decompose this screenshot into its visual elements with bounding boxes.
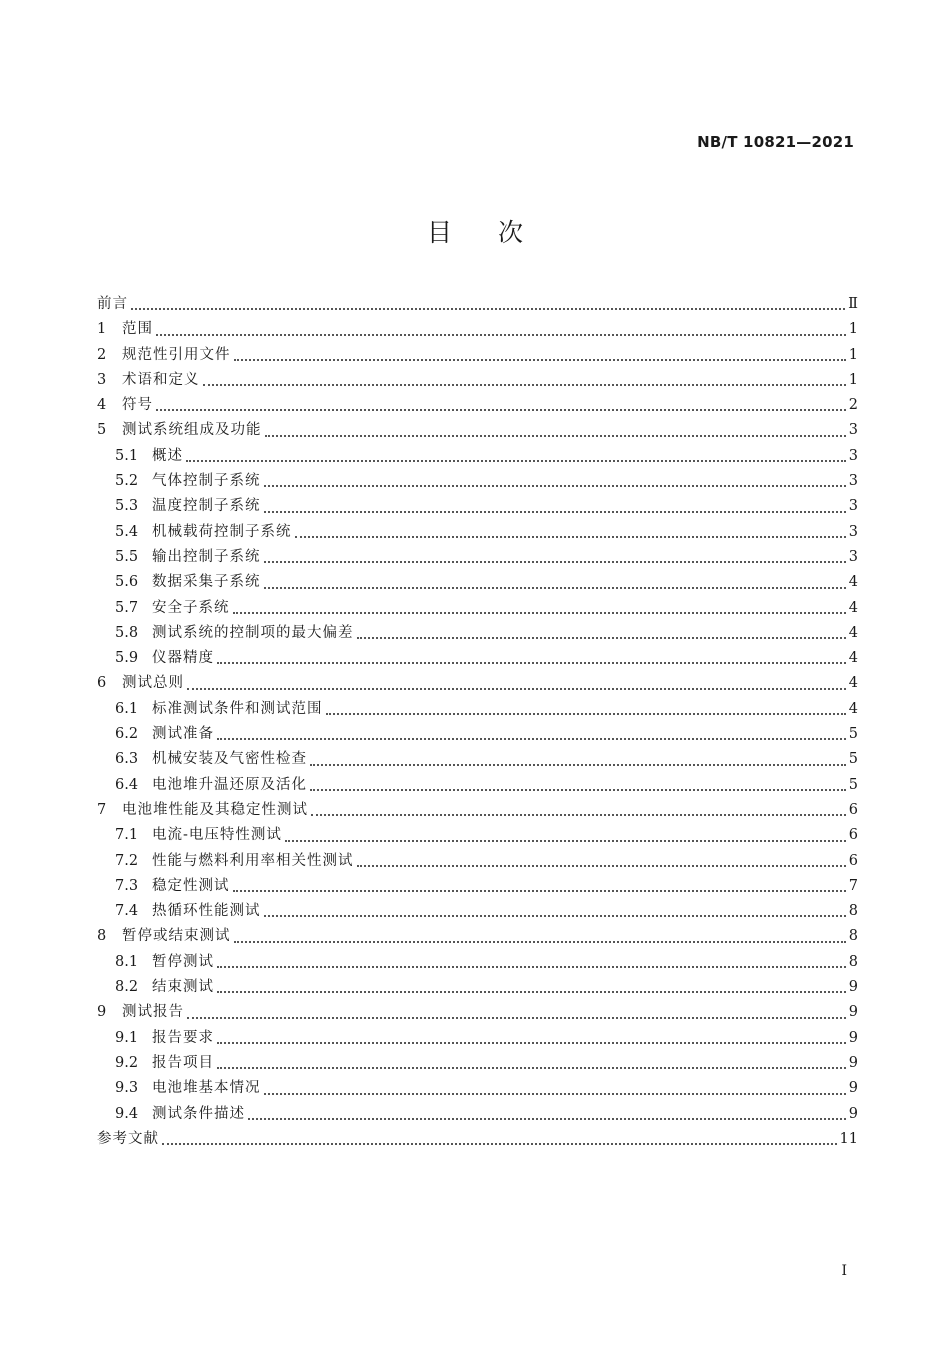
dot-leader [187,1017,846,1019]
toc-entry-number: 6.3 [115,751,139,768]
toc-entry-label: 暂停测试 [152,953,214,970]
toc-entry[interactable] [97,621,858,646]
toc-entry[interactable] [97,292,858,317]
dot-leader [203,384,846,386]
dot-leader [234,941,846,943]
toc-entry-number: 6.4 [115,776,139,793]
dot-leader [264,915,846,917]
dot-leader [326,713,846,715]
toc-entry-page: 1 [848,346,858,363]
toc-entry-page: 3 [848,523,858,540]
dot-leader [217,1042,846,1044]
toc-entry-page: 1 [848,321,858,338]
toc-entry-page: 7 [848,877,858,894]
toc-entry-number: 2 [97,346,107,363]
toc-entry[interactable] [97,697,858,722]
toc-entry[interactable] [97,596,858,621]
toc-entry-label: 性能与燃料利用率相关性测试 [152,852,354,869]
toc-entry-number: 6.1 [115,700,139,717]
toc-entry-number: 5.4 [115,523,139,540]
toc-entry-page: 3 [848,447,858,464]
toc-entry[interactable] [97,899,858,924]
toc-entry[interactable] [97,368,858,393]
toc-entry-number: 4 [97,397,107,414]
toc-entry-label: 符号 [122,397,153,414]
toc-entry[interactable] [97,444,858,469]
toc-entry-label: 范围 [122,321,153,338]
dot-leader [217,738,846,740]
toc-entry[interactable] [97,317,858,342]
toc-entry-label: 测试系统的控制项的最大偏差 [152,624,354,641]
dot-leader [357,865,846,867]
toc-entry-number: 5.7 [115,599,139,616]
toc-entry[interactable] [97,469,858,494]
toc-entry-number: 5.2 [115,473,139,490]
dot-leader [233,890,846,892]
toc-entry-number: 9.2 [115,1054,139,1071]
toc-entry[interactable] [97,722,858,747]
toc-entry-page: 6 [848,827,858,844]
toc-entry-label: 报告项目 [152,1054,214,1071]
toc-entry-number: 8.1 [115,953,139,970]
toc-entry-page: 6 [848,852,858,869]
toc-entry[interactable] [97,924,858,949]
toc-entry-number: 3 [97,371,107,388]
toc-entry-label: 电池堆升温还原及活化 [152,776,307,793]
dot-leader [233,612,846,614]
toc-entry-page: 9 [848,1054,858,1071]
toc-entry-label: 术语和定义 [122,371,200,388]
toc-entry-label: 安全子系统 [152,599,230,616]
toc-entry-page: 5 [848,751,858,768]
toc-entry[interactable] [97,747,858,772]
toc-entry[interactable] [97,1026,858,1051]
toc-entry[interactable] [97,343,858,368]
toc-entry-label: 前言 [97,296,128,312]
toc-entry-number: 9.3 [115,1080,139,1097]
toc-entry-label: 电池堆性能及其稳定性测试 [122,801,308,818]
toc-entry-number: 5.1 [115,447,139,464]
dot-leader [186,460,846,462]
toc-entry-label: 气体控制子系统 [152,473,261,490]
dot-leader [264,587,846,589]
toc-entry-page: 3 [848,422,858,439]
toc-entry-label: 报告要求 [152,1029,214,1046]
toc-entry-label: 温度控制子系统 [152,498,261,515]
toc-entry-page: Ⅱ [848,296,858,312]
toc-entry-page: 8 [848,953,858,970]
toc-entry-number: 9.4 [115,1105,139,1122]
toc-entry[interactable] [97,1127,858,1152]
dot-leader [234,359,846,361]
toc-entry-page: 9 [848,979,858,996]
toc-entry[interactable] [97,975,858,1000]
toc-entry-label: 参考文献 [97,1130,159,1147]
dot-leader [265,435,846,437]
toc-entry-number: 5 [97,422,107,439]
dot-leader [131,308,845,310]
dot-leader [264,561,846,563]
toc-entry-number: 7 [97,801,107,818]
dot-leader [285,840,846,842]
toc-entry-label: 标准测试条件和测试范围 [152,700,323,717]
toc-entry-label: 输出控制子系统 [152,548,261,565]
dot-leader [217,662,846,664]
toc-entry-number: 9.1 [115,1029,139,1046]
toc-entry-page: 2 [848,397,858,414]
toc-entry[interactable] [97,1000,858,1025]
toc-entry-page: 5 [848,726,858,743]
dot-leader [156,334,846,336]
toc-entry-number: 5.8 [115,624,139,641]
toc-entry-number: 5.3 [115,498,139,515]
toc-entry[interactable] [97,646,858,671]
toc-entry-label: 电池堆基本情况 [152,1080,261,1097]
toc-entry-label: 规范性引用文件 [122,346,231,363]
toc-entry-label: 热循环性能测试 [152,903,261,920]
toc-entry[interactable] [97,773,858,798]
dot-leader [357,637,846,639]
toc-entry[interactable] [97,671,858,696]
toc-entry[interactable] [97,874,858,899]
dot-leader [187,688,846,690]
toc-entry[interactable] [97,1102,858,1127]
toc-entry-label: 概述 [152,447,183,464]
toc-entry-number: 8.2 [115,979,139,996]
toc-entry-number: 8 [97,928,107,945]
toc-entry-page: 8 [848,928,858,945]
toc-entry-number: 5.9 [115,650,139,667]
table-of-contents [97,292,858,1152]
toc-entry-number: 9 [97,1004,107,1021]
toc-entry-page: 4 [848,574,858,591]
toc-entry[interactable] [97,950,858,975]
toc-entry[interactable] [97,1076,858,1101]
toc-entry[interactable] [97,798,858,823]
toc-entry-page: 4 [848,675,858,692]
toc-entry-label: 机械载荷控制子系统 [152,523,292,540]
toc-entry-label: 结束测试 [152,979,214,996]
dot-leader [264,511,846,513]
toc-entry[interactable] [97,418,858,443]
toc-entry-label: 测试系统组成及功能 [122,422,262,439]
toc-entry[interactable] [97,545,858,570]
toc-entry[interactable] [97,823,858,848]
toc-entry-page: 9 [848,1004,858,1021]
toc-entry-label: 暂停或结束测试 [122,928,231,945]
toc-entry-page: 4 [848,650,858,667]
dot-leader [156,409,846,411]
toc-entry-page: 5 [848,776,858,793]
toc-entry-page: 3 [848,498,858,515]
toc-entry[interactable] [97,494,858,519]
toc-entry-number: 7.3 [115,877,139,894]
toc-entry-label: 测试报告 [122,1004,184,1021]
toc-entry-number: 7.1 [115,827,139,844]
toc-entry-label: 测试条件描述 [152,1105,245,1122]
toc-entry-number: 6 [97,675,107,692]
toc-entry-label: 电流-电压特性测试 [152,827,282,844]
toc-entry-label: 测试准备 [152,726,214,743]
toc-entry-number: 6.2 [115,726,139,743]
dot-leader [162,1143,837,1145]
dot-leader [310,789,846,791]
toc-entry-label: 稳定性测试 [152,877,230,894]
dot-leader [217,991,846,993]
toc-entry-page: 9 [848,1105,858,1122]
toc-entry-number: 5.5 [115,548,139,565]
dot-leader [248,1118,846,1120]
toc-entry-page: 9 [848,1029,858,1046]
toc-entry-number: 1 [97,321,107,338]
dot-leader [217,1067,846,1069]
toc-entry-label: 仪器精度 [152,650,214,667]
page-title: 目次 [426,218,569,247]
toc-entry-page: 4 [848,624,858,641]
toc-entry[interactable] [97,849,858,874]
toc-entry-page: 11 [839,1130,858,1147]
toc-entry-label: 测试总则 [122,675,184,692]
dot-leader [311,814,846,816]
page-number: I [841,1263,847,1279]
toc-entry-page: 4 [848,599,858,616]
dot-leader [264,1093,846,1095]
dot-leader [295,536,846,538]
toc-entry-number: 5.6 [115,574,139,591]
toc-entry-page: 9 [848,1080,858,1097]
toc-entry[interactable] [97,520,858,545]
toc-entry[interactable] [97,570,858,595]
toc-entry[interactable] [97,1051,858,1076]
toc-entry-label: 机械安装及气密性检查 [152,751,307,768]
toc-entry-page: 6 [848,801,858,818]
standard-code: NB/T 10821—2021 [697,133,854,151]
dot-leader [217,966,846,968]
toc-entry-page: 1 [848,371,858,388]
toc-entry-page: 4 [848,700,858,717]
toc-entry[interactable] [97,393,858,418]
toc-entry-page: 3 [848,548,858,565]
toc-entry-label: 数据采集子系统 [152,574,261,591]
dot-leader [264,485,846,487]
toc-entry-number: 7.2 [115,852,139,869]
toc-entry-page: 3 [848,473,858,490]
dot-leader [310,764,846,766]
toc-entry-number: 7.4 [115,903,139,920]
toc-entry-page: 8 [848,903,858,920]
